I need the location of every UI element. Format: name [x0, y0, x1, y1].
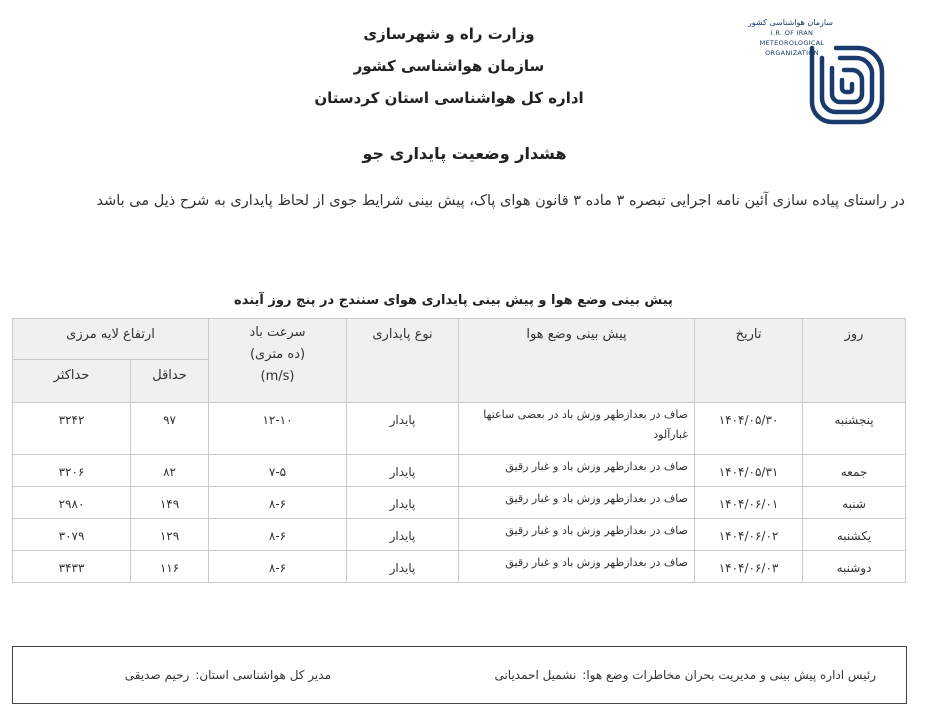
forecast-table	[12, 318, 906, 583]
cell-date: ۱۴۰۴/۰۵/۳۱	[695, 455, 803, 487]
header-wind-speed: سرعت باد (ده متری) (m/s)	[209, 319, 347, 403]
cell-day: دوشنبه	[803, 551, 906, 583]
header-boundary-layer: ارتفاع لایه مرزی	[13, 319, 209, 360]
cell-day: یکشنبه	[803, 519, 906, 551]
cell-min: ۱۱۶	[131, 551, 209, 583]
organization-name: سازمان هواشناسی کشور	[353, 57, 545, 75]
cell-max: ۳۰۷۹	[13, 519, 131, 551]
forecast-head-label: رئیس اداره پیش بینی و مدیریت بحران مخاطرات وضع هوا:	[582, 668, 876, 682]
logo-en-name: I.R. OF IRAN METEOROLOGICAL ORGANIZATION	[759, 29, 825, 57]
cell-max: ۳۴۳۳	[13, 551, 131, 583]
cell-min: ۸۲	[131, 455, 209, 487]
ministry-name: وزارت راه و شهرسازی	[363, 25, 535, 43]
organization-logo	[748, 18, 888, 118]
cell-weather: صاف در بعدازظهر وزش باد و غبار رقیق	[459, 551, 695, 583]
cell-stability: پایدار	[347, 551, 459, 583]
table-row	[13, 403, 906, 455]
cell-wind: ۷-۵	[209, 455, 347, 487]
cell-wind: ۸-۶	[209, 519, 347, 551]
header-max: حداکثر	[13, 360, 131, 403]
cell-day: شنبه	[803, 487, 906, 519]
intro-paragraph: در راستای پیاده سازی آئین نامه اجرایی تبصره ۳ ماده ۳ قانون هوای پاک، پیش بینی شرایط جوی از لحاظ پایداری به شرح ذیل می باشد	[96, 193, 905, 209]
header-stability: نوع پایداری	[347, 319, 459, 403]
cell-stability: پایدار	[347, 519, 459, 551]
cell-day: جمعه	[803, 455, 906, 487]
cell-stability: پایدار	[347, 455, 459, 487]
cell-weather: صاف در بعدازظهر وزش باد و غبار رقیق	[459, 455, 695, 487]
cell-stability: پایدار	[347, 487, 459, 519]
table-row	[13, 551, 906, 583]
warning-title: هشدار وضعیت پایداری جو	[362, 144, 567, 163]
table-row	[13, 519, 906, 551]
cell-wind: ۸-۶	[209, 487, 347, 519]
organization-header	[289, 18, 609, 114]
cell-day: پنجشنبه	[803, 403, 906, 455]
header-weather: پیش بینی وضع هوا	[459, 319, 695, 403]
spiral-emblem-icon	[806, 42, 888, 128]
cell-wind: ۸-۶	[209, 551, 347, 583]
cell-max: ۳۲۰۶	[13, 455, 131, 487]
table-title: پیش بینی وضع هوا و پیش بینی پایداری هوای سنندج در پنج روز آینده	[234, 293, 673, 308]
header-day: روز	[803, 319, 906, 403]
signature-footer	[12, 646, 907, 704]
cell-date: ۱۴۰۴/۰۶/۰۳	[695, 551, 803, 583]
logo-fa-name: سازمان هواشناسی کشور	[747, 18, 833, 27]
cell-min: ۱۲۹	[131, 519, 209, 551]
cell-date: ۱۴۰۴/۰۶/۰۲	[695, 519, 803, 551]
forecast-head-signature	[494, 668, 876, 682]
cell-weather: صاف در بعدازظهر وزش باد و غبار رقیق	[459, 487, 695, 519]
table-row	[13, 487, 906, 519]
director-label: مدیر کل هواشناسی استان:	[195, 668, 331, 682]
cell-min: ۹۷	[131, 403, 209, 455]
table-row	[13, 455, 906, 487]
director-name: رحیم صدیقی	[124, 668, 190, 682]
cell-max: ۳۲۴۲	[13, 403, 131, 455]
cell-max: ۲۹۸۰	[13, 487, 131, 519]
cell-stability: پایدار	[347, 403, 459, 455]
cell-date: ۱۴۰۴/۰۵/۳۰	[695, 403, 803, 455]
cell-min: ۱۴۹	[131, 487, 209, 519]
cell-wind: ۱۲-۱۰	[209, 403, 347, 455]
header-min: حداقل	[131, 360, 209, 403]
forecast-head-name: نشمیل احمدیانی	[494, 668, 577, 682]
director-signature	[125, 668, 331, 682]
province-office-name: اداره کل هواشناسی استان کردستان	[314, 89, 584, 107]
cell-date: ۱۴۰۴/۰۶/۰۱	[695, 487, 803, 519]
cell-weather: صاف در بعدازظهر وزش باد در بعضی ساعتها غبارآلود	[459, 403, 695, 455]
cell-weather: صاف در بعدازظهر وزش باد و غبار رقیق	[459, 519, 695, 551]
header-date: تاریخ	[695, 319, 803, 403]
